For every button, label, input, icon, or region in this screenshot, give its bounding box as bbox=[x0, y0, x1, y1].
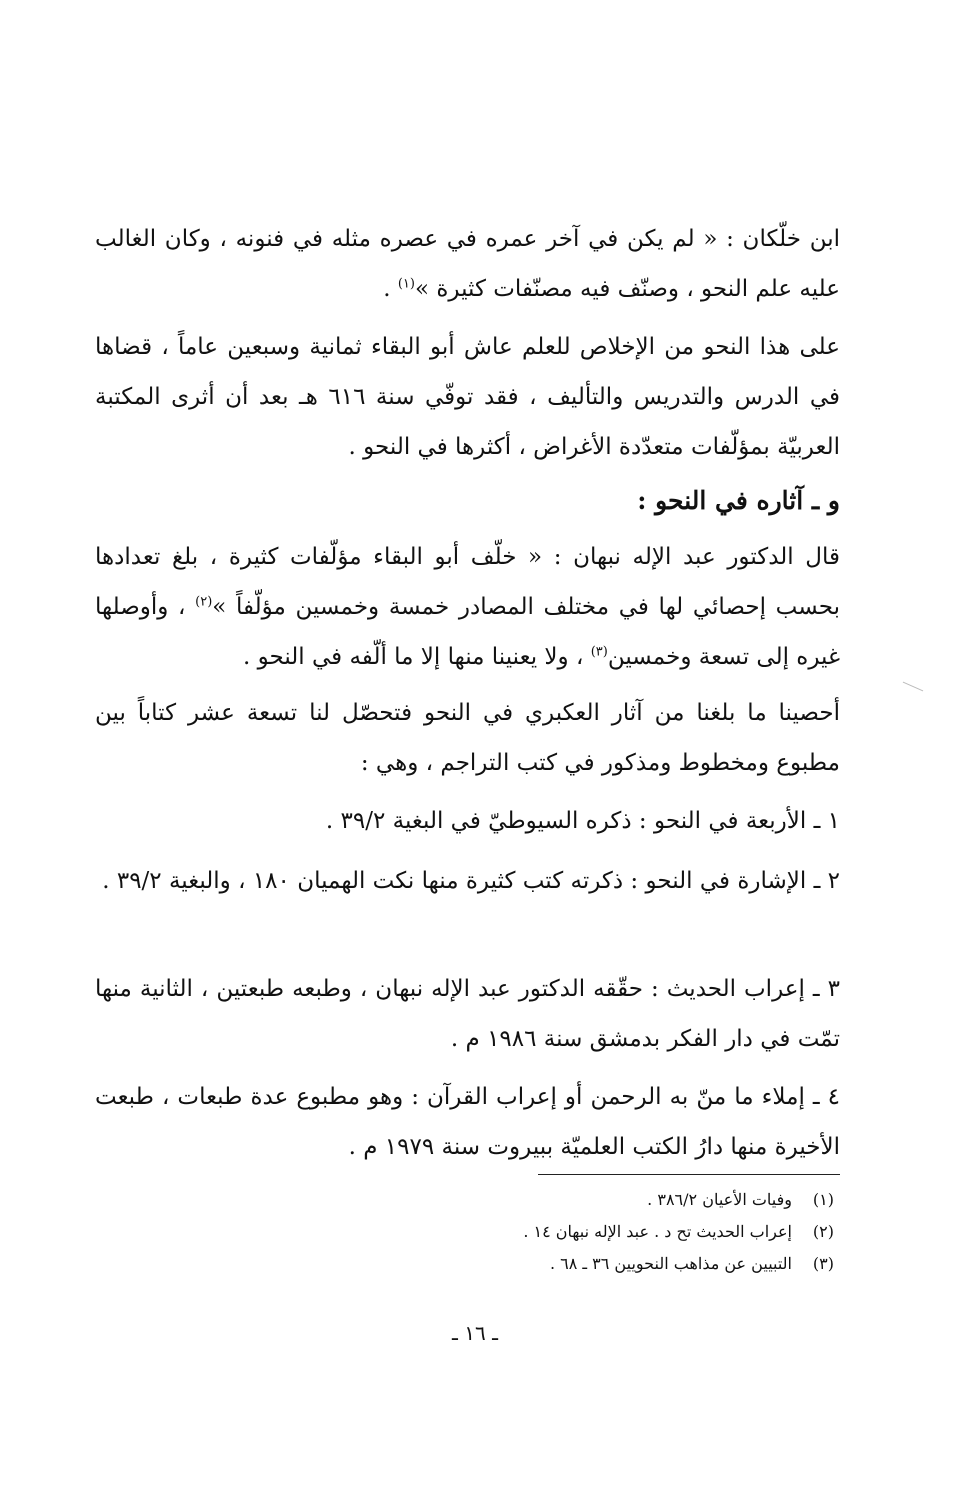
footnote-number: (٣) bbox=[812, 1254, 834, 1273]
list-item: ١ ـ الأربعة في النحو : ذكره السيوطيّ في البغية ٣٩/٢ . bbox=[325, 808, 840, 834]
footnote-ref-1: (١) bbox=[397, 276, 415, 292]
footnote-text: وفيات الأعيان ٣٨٦/٢ . bbox=[647, 1190, 792, 1209]
footnote-divider bbox=[538, 1174, 840, 1175]
paragraph-life-summary bbox=[95, 322, 840, 472]
footnote-number: (١) bbox=[812, 1190, 834, 1209]
paragraph-text: ابن خلّكان : « لم يكن في آخر عمره في عصره مثله في فنونه ، وكان الغالب عليه علم النحو ، وصنّف فيه مصنّفات كثيرة » bbox=[95, 226, 840, 302]
footnote-ref-2: (٢) bbox=[195, 594, 213, 610]
footnote-ref-3: (٣) bbox=[590, 644, 608, 660]
list-item: ٣ ـ إعراب الحديث : حقّقه الدكتور عبد الإله نبهان ، وطبعه طبعتين ، الثانية منها تمّت في دار الفكر بدمشق سنة ١٩٨٦ م . bbox=[95, 976, 840, 1052]
footnote bbox=[300, 1216, 840, 1248]
paragraph-text-c: ، ولا يعنينا منها إلا ما ألّفه في النحو . bbox=[243, 644, 591, 670]
paragraph-ibn-khallikan-quote bbox=[95, 214, 840, 314]
list-item: ٢ ـ الإشارة في النحو : ذكرته كتب كثيرة منها نكت الهميان ١٨٠ ، والبغية ٣٩/٢ . bbox=[102, 868, 840, 894]
footnote-number: (٢) bbox=[812, 1222, 834, 1241]
paragraph-text-b: ، وأوصلها غيره إلى تسعة وخمسين bbox=[95, 594, 840, 670]
footnote bbox=[300, 1248, 840, 1280]
page-number: ـ ١٦ ـ bbox=[452, 1321, 498, 1345]
paragraph-end: . bbox=[383, 276, 398, 302]
paragraph-text: على هذا النحو من الإخلاص للعلم عاش أبو البقاء ثمانية وسبعين عاماً ، قضاها في الدرس والتدريس والتأليف ، فقد توفّي سنة ٦١٦ هـ بعد أن أثرى المكتبة العربيّة بمؤلّفات متعدّدة الأغراض ، أكثرها في النحو . bbox=[95, 334, 840, 460]
footnote-text: إعراب الحديث تح د . عبد الإله نبهان ١٤ . bbox=[523, 1222, 792, 1241]
paragraph-text: أحصينا ما بلغنا من آثار العكبري في النحو فتحصّل لنا تسعة عشر كتاباً بين مطبوع ومخطوط ومذكور في كتب التراجم ، وهي : bbox=[95, 700, 840, 776]
paragraph-text-a: قال الدكتور عبد الإله نبهان : « خلّف أبو البقاء مؤلّفات كثيرة ، بلغ تعدادها بحسب إحصائي لها في مختلف المصادر خمسة وخمسين مؤلّفاً » bbox=[95, 544, 841, 620]
footnotes bbox=[300, 1184, 840, 1280]
paragraph-works-count bbox=[95, 688, 840, 788]
list-item: ٤ ـ إملاء ما منّ به الرحمن أو إعراب القرآن : وهو مطبوع عدة طبعات ، طبعت الأخيرة منها دارُ الكتب العلميّة ببيروت سنة ١٩٧٩ م . bbox=[95, 1084, 840, 1160]
section-heading: و ـ آثاره في النحو : bbox=[637, 486, 840, 515]
paragraph-nabhan-quote bbox=[95, 532, 840, 682]
footnote bbox=[300, 1184, 840, 1216]
footnote-text: التبيين عن مذاهب النحويين ٣٦ ـ ٦٨ . bbox=[549, 1254, 792, 1273]
scan-edge-mark bbox=[903, 682, 924, 692]
